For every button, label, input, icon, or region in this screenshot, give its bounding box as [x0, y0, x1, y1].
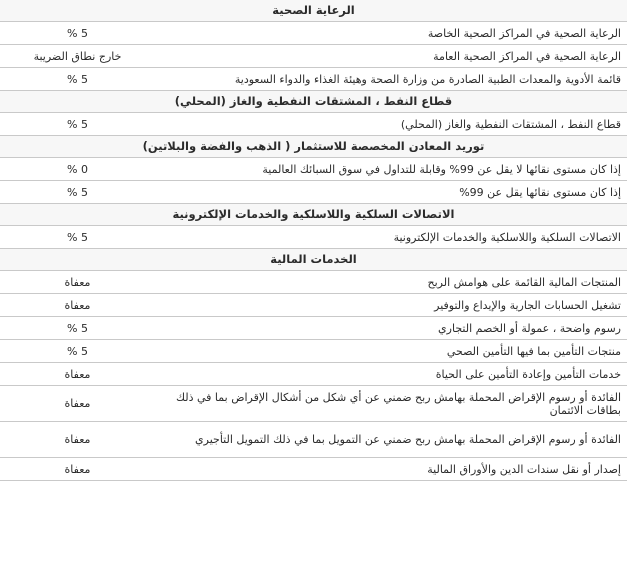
row-description: تشغيل الحسابات الجارية والإيداع والتوفير [155, 294, 627, 317]
section-header-telecom [0, 204, 627, 226]
row-rate: 5 % [0, 226, 155, 249]
table-row [0, 113, 627, 136]
row-rate: 5 % [0, 68, 155, 91]
table-row [0, 294, 627, 317]
row-description: قطاع النفط ، المشتقات النفطية والغاز (المحلي) [155, 113, 627, 136]
table-row [0, 271, 627, 294]
table-row [0, 363, 627, 386]
row-rate: خارج نطاق الضريبة [0, 45, 155, 68]
section-header-financial [0, 249, 627, 271]
table-row [0, 317, 627, 340]
section-title: الخدمات المالية [0, 249, 627, 271]
table-row [0, 68, 627, 91]
row-description: إذا كان مستوى نقائها لا يقل عن 99% وقابلة للتداول في سوق السبائك العالمية [155, 158, 627, 181]
row-rate: 5 % [0, 340, 155, 363]
table-row [0, 386, 627, 422]
row-rate: 5 % [0, 22, 155, 45]
row-description: الرعاية الصحية في المراكز الصحية الخاصة [155, 22, 627, 45]
table-row [0, 340, 627, 363]
row-rate: 5 % [0, 113, 155, 136]
table-row [0, 226, 627, 249]
table-row [0, 22, 627, 45]
row-description: الرعاية الصحية في المراكز الصحية العامة [155, 45, 627, 68]
row-description: خدمات التأمين وإعادة التأمين على الحياة [155, 363, 627, 386]
row-description: رسوم واضحة ، عمولة أو الخصم التجاري [155, 317, 627, 340]
table-row [0, 422, 627, 458]
row-rate: معفاة [0, 363, 155, 386]
row-description: قائمة الأدوية والمعدات الطبية الصادرة من وزارة الصحة وهيئة الغذاء والدواء السعودية [155, 68, 627, 91]
row-description: إذا كان مستوى نقائها يقل عن 99% [155, 181, 627, 204]
row-description: منتجات التأمين بما فيها التأمين الصحي [155, 340, 627, 363]
section-title: الاتصالات السلكية واللاسلكية والخدمات الإلكترونية [0, 204, 627, 226]
section-title: توريد المعادن المخصصة للاستثمار ( الذهب والفضة والبلاتين) [0, 136, 627, 158]
section-title: قطاع النفط ، المشتقات النفطية والغاز (المحلي) [0, 91, 627, 113]
row-rate: معفاة [0, 294, 155, 317]
section-header-oil [0, 91, 627, 113]
table-row [0, 458, 627, 481]
row-rate: 0 % [0, 158, 155, 181]
row-rate: معفاة [0, 271, 155, 294]
row-description: المنتجات المالية القائمة على هوامش الربح [155, 271, 627, 294]
table-row [0, 158, 627, 181]
table-row [0, 181, 627, 204]
row-rate: معفاة [0, 386, 155, 422]
row-rate: 5 % [0, 317, 155, 340]
section-header-metals [0, 136, 627, 158]
row-rate: معفاة [0, 422, 155, 458]
table-row [0, 45, 627, 68]
row-description: الفائدة أو رسوم الإقراض المحملة بهامش ربح ضمني عن التمويل بما في ذلك التمويل التأجيري [155, 422, 627, 458]
row-rate: 5 % [0, 181, 155, 204]
row-description: إصدار أو نقل سندات الدين والأوراق المالية [155, 458, 627, 481]
row-rate: معفاة [0, 458, 155, 481]
section-header-healthcare [0, 0, 627, 22]
row-description: الفائدة أو رسوم الإقراض المحملة بهامش ربح ضمني عن أي شكل من أشكال الإقراض بما في ذلك بطاقات الائتمان [155, 386, 627, 422]
row-description: الاتصالات السلكية واللاسلكية والخدمات الإلكترونية [155, 226, 627, 249]
section-title: الرعاية الصحية [0, 0, 627, 22]
